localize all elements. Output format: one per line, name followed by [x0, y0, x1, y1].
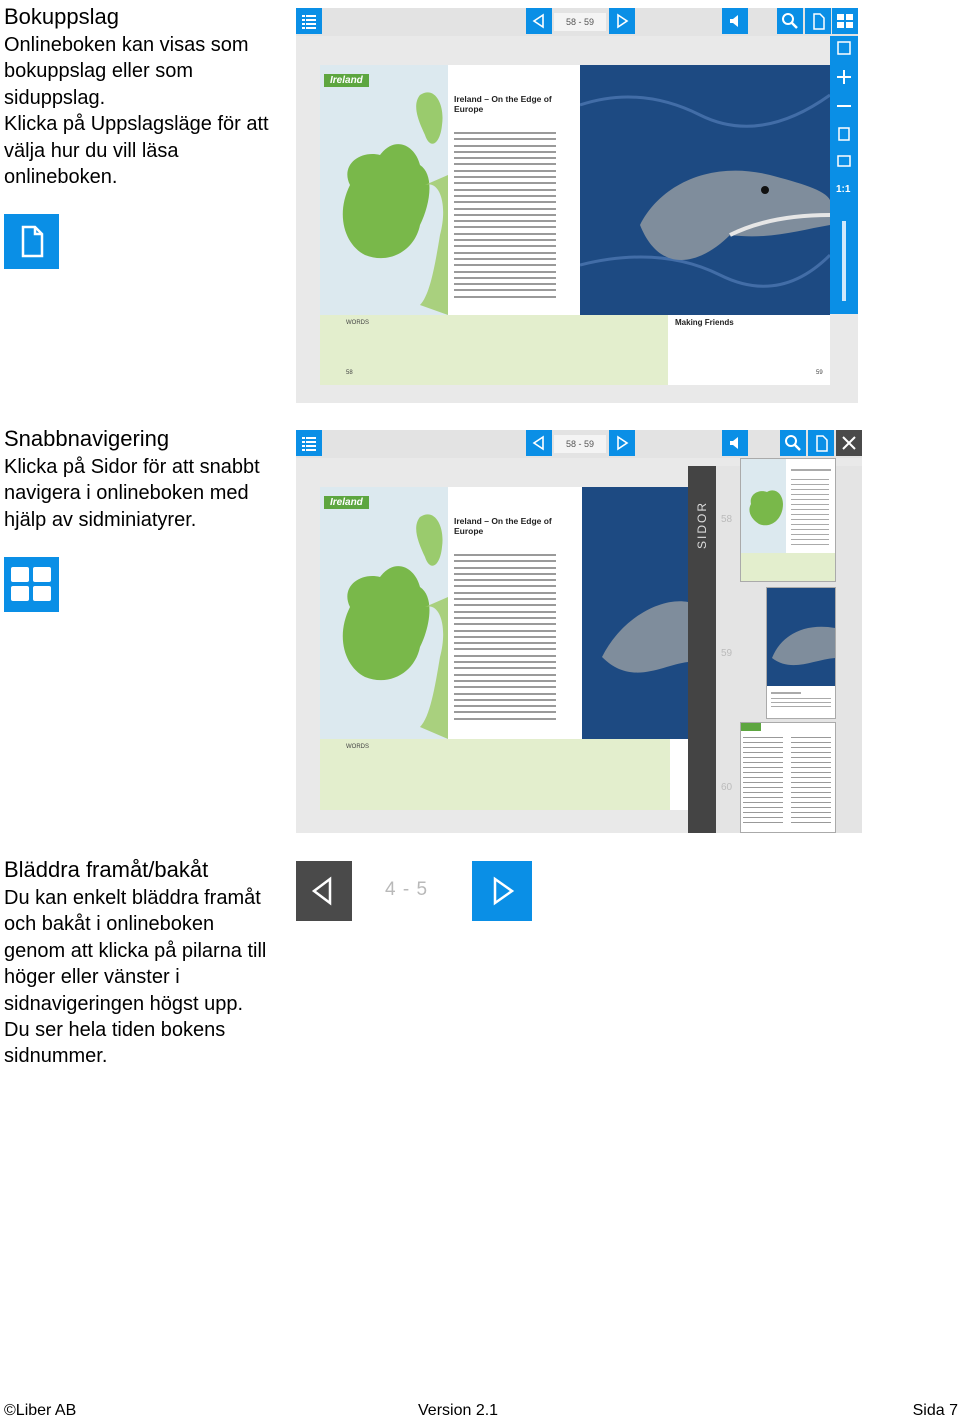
page-mode-icon: [4, 214, 59, 269]
page-indicator-large: 4 - 5: [385, 879, 429, 900]
next-page-button[interactable]: [609, 8, 635, 34]
text-bokuppslag-instruction: [4, 111, 279, 190]
page-icon: [808, 430, 834, 456]
ireland-map-image: [320, 65, 448, 315]
speaker-icon: [722, 8, 748, 34]
text-bladdra: Du kan enkelt bläddra framåt och bakåt i onlineboken genom att klicka på pilarna till höger eller vänster i sidnavigeringen högst upp. Du ser hela tiden bokens sidnummer.: [4, 887, 267, 1068]
search-icon: [777, 8, 803, 34]
arrow-left-icon: [526, 430, 552, 456]
zoom-reset-label[interactable]: 1:1: [836, 184, 851, 195]
arrow-right-icon: [472, 861, 532, 921]
list-icon: [296, 8, 322, 34]
text-fragment: för att välja hur du vill läsa onlineboken.: [4, 113, 269, 189]
prev-page-button-large[interactable]: [296, 861, 352, 921]
footer-version: Version 2.1: [418, 1402, 499, 1419]
prev-page-button[interactable]: [526, 8, 552, 34]
article-title: Ireland – On the Edge of Europe: [454, 516, 552, 536]
thumbnail-number: 60: [721, 782, 733, 793]
page-indicator: 58 - 59: [554, 435, 606, 453]
section-tag: Ireland: [324, 496, 369, 509]
arrow-left-icon: [526, 8, 552, 34]
article-body: [454, 554, 556, 724]
search-button[interactable]: [780, 430, 806, 456]
footer-page-number: Sida 7: [912, 1402, 958, 1419]
thumbnail-image: [741, 459, 835, 581]
page-icon: [805, 8, 831, 34]
map-ireland: [320, 487, 448, 739]
close-icon: [836, 430, 862, 456]
heading-bokuppslag: Bokuppslag: [4, 4, 119, 29]
screenshot-thumbnails: [296, 430, 862, 833]
zoom-sidebar: [830, 36, 858, 314]
words-box: [320, 739, 670, 810]
close-pages-button[interactable]: [836, 430, 862, 456]
words-box: [320, 315, 668, 385]
text-bokuppslag-intro: Onlineboken kan visas som bokuppslag eller som siduppslag.: [4, 34, 249, 109]
thumbnail-page-59[interactable]: [766, 587, 836, 719]
heading-snabbnavigering: Snabbnavigering: [4, 426, 170, 451]
page-mode-button[interactable]: [805, 8, 831, 34]
words-label: WORDS: [346, 744, 369, 750]
arrow-right-icon: [609, 8, 635, 34]
pages-button[interactable]: [832, 8, 858, 34]
book-page-right-photo: [582, 487, 688, 739]
footer-copyright: ©Liber AB: [4, 1402, 77, 1419]
menu-button[interactable]: [296, 8, 322, 34]
right-caption: Making Friends: [675, 318, 734, 327]
section-snabbnavigering: [4, 424, 279, 533]
zoom-controls: [830, 36, 858, 314]
dolphin-photo: [580, 65, 830, 315]
pages-panel-label: SIDOR: [695, 500, 709, 549]
audio-button[interactable]: [722, 8, 748, 34]
next-page-button-large[interactable]: [472, 861, 532, 921]
page-number-left: 58: [346, 370, 353, 376]
section-bladdra: [4, 855, 274, 1070]
page-number-right: 59: [816, 370, 823, 376]
page-mode-button[interactable]: [808, 430, 834, 456]
thumbnail-image: [767, 588, 835, 718]
list-icon: [296, 430, 322, 456]
term-sidor: Sidor: [90, 456, 138, 478]
term-uppslagslage: Uppslagsläge: [90, 113, 212, 136]
text-fragment: för att snabbt navigera i onlineboken med hjälp av sidminiatyrer.: [4, 456, 260, 531]
search-icon: [780, 430, 806, 456]
prev-page-button[interactable]: [526, 430, 552, 456]
section-tag: Ireland: [324, 74, 369, 87]
words-label: WORDS: [346, 320, 369, 326]
screenshot-book-spread: [296, 8, 858, 403]
book-page-right-text: [670, 739, 688, 810]
pages-panel-tab[interactable]: [688, 466, 716, 833]
map-ireland: [320, 65, 448, 315]
article-title: Ireland – On the Edge of Europe: [454, 94, 552, 114]
page-indicator: 58 - 59: [554, 13, 606, 31]
next-page-button[interactable]: [609, 430, 635, 456]
audio-button[interactable]: [722, 430, 748, 456]
page-icon: [4, 214, 59, 269]
thumbnail-number: 59: [721, 648, 733, 659]
thumbnail-image: [741, 723, 835, 832]
ireland-map-image: [320, 487, 448, 739]
text-fragment: Klicka på: [4, 456, 91, 478]
arrow-left-icon: [296, 861, 352, 921]
thumbnail-page-60[interactable]: [740, 722, 836, 833]
speaker-icon: [722, 430, 748, 456]
book-page-right-photo: [580, 65, 830, 315]
section-bokuppslag: [4, 2, 279, 190]
grid-icon: [4, 557, 59, 612]
thumbnail-number: 58: [721, 514, 733, 525]
article-body: [454, 132, 556, 302]
pages-mode-icon: [4, 557, 59, 612]
menu-button[interactable]: [296, 430, 322, 456]
text-fragment: Klicka på: [4, 113, 91, 136]
arrow-right-icon: [609, 430, 635, 456]
thumbnail-page-58[interactable]: [740, 458, 836, 582]
search-button[interactable]: [777, 8, 803, 34]
heading-bladdra: Bläddra framåt/bakåt: [4, 857, 209, 882]
dolphin-photo: [582, 487, 688, 739]
grid-icon: [832, 8, 858, 34]
text-snabbnavigering: [4, 454, 279, 533]
